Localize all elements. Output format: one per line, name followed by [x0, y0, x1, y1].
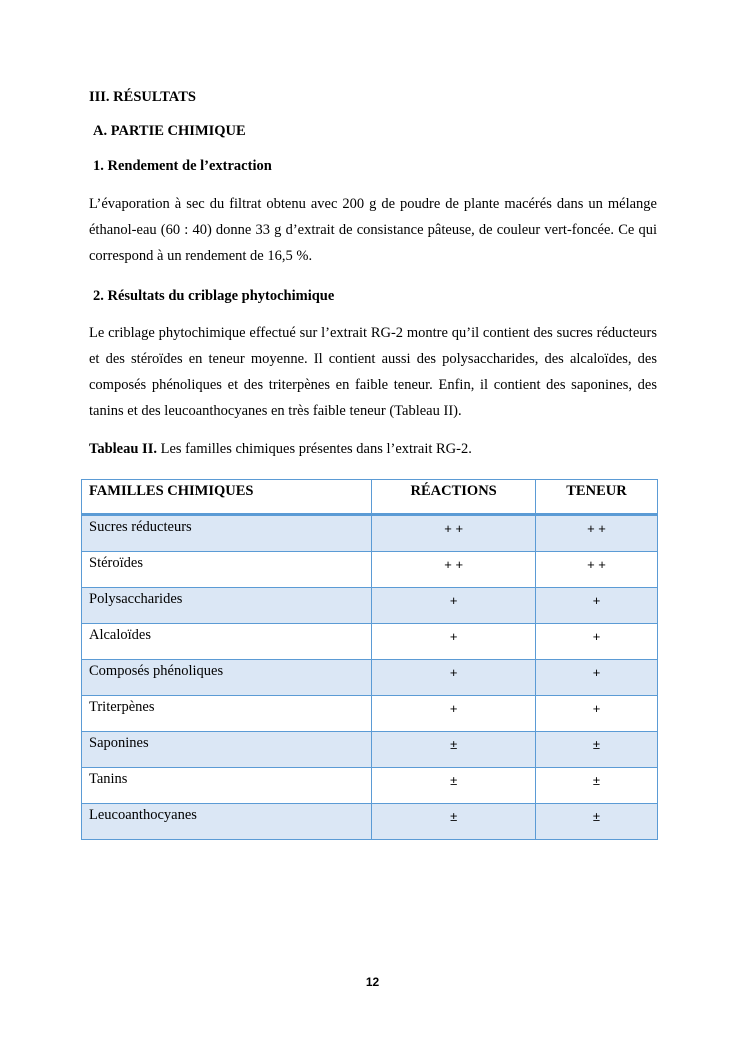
content-cell: + +	[535, 515, 657, 552]
reaction-cell: +	[372, 660, 536, 696]
header-families: FAMILLES CHIMIQUES	[82, 480, 372, 515]
table-row	[82, 624, 658, 660]
chemical-families-table	[81, 479, 658, 840]
content-cell: ±	[535, 732, 657, 768]
family-cell: Polysaccharides	[82, 588, 372, 624]
family-cell: Leucoanthocyanes	[82, 804, 372, 840]
reaction-cell: ±	[372, 732, 536, 768]
table-row	[82, 660, 658, 696]
family-cell: Composés phénoliques	[82, 660, 372, 696]
heading-phytochemical-screening: 2. Résultats du criblage phytochimique	[93, 288, 335, 304]
paragraph-extraction: L’évaporation à sec du filtrat obtenu avec 200 g de poudre de plante macérés dans un mélange éthanol-eau (60 : 40) donne 33 g d’extrait de consistance pâteuse, de couleur vert-foncée. Ce qui correspond à un rendement de 16,5 %.	[89, 196, 657, 264]
reaction-cell: +	[372, 588, 536, 624]
header-reactions: RÉACTIONS	[372, 480, 536, 515]
table-row	[82, 732, 658, 768]
reaction-cell: + +	[372, 552, 536, 588]
paragraph-screening: Le criblage phytochimique effectué sur l’extrait RG-2 montre qu’il contient des sucres réducteurs et des stéroïdes en teneur moyenne. Il contient aussi des polysaccharides, des alcaloïdes, des composés phénoliques et des triterpènes en faible teneur. Enfin, il contient des saponines, des tanins et des leucoanthocyanes en très faible teneur (Tableau II).	[89, 325, 657, 419]
table-header-row	[82, 480, 658, 515]
content-cell: +	[535, 696, 657, 732]
content-cell: +	[535, 624, 657, 660]
table-caption	[89, 441, 472, 458]
family-cell: Saponines	[82, 732, 372, 768]
family-cell: Alcaloïdes	[82, 624, 372, 660]
section-heading: III. RÉSULTATS	[89, 89, 196, 105]
reaction-cell: +	[372, 696, 536, 732]
caption-text: Les familles chimiques présentes dans l’extrait RG-2.	[156, 441, 472, 457]
page-number: 12	[365, 975, 380, 989]
table-row	[82, 588, 658, 624]
table-row	[82, 768, 658, 804]
subsection-heading: A. PARTIE CHIMIQUE	[93, 123, 246, 139]
content-cell: +	[535, 588, 657, 624]
reaction-cell: + +	[372, 515, 536, 552]
content-cell: +	[535, 660, 657, 696]
heading-extraction-yield: 1. Rendement de l’extraction	[93, 158, 272, 174]
content-cell: ±	[535, 804, 657, 840]
content-cell: + +	[535, 552, 657, 588]
family-cell: Tanins	[82, 768, 372, 804]
table-row	[82, 515, 658, 552]
family-cell: Stéroïdes	[82, 552, 372, 588]
family-cell: Sucres réducteurs	[82, 515, 372, 552]
table-row	[82, 804, 658, 840]
content-cell: ±	[535, 768, 657, 804]
family-cell: Triterpènes	[82, 696, 372, 732]
reaction-cell: +	[372, 624, 536, 660]
table-row	[82, 552, 658, 588]
reaction-cell: ±	[372, 804, 536, 840]
table-row	[82, 696, 658, 732]
caption-label: Tableau II.	[89, 441, 157, 457]
header-content: TENEUR	[535, 480, 657, 515]
reaction-cell: ±	[372, 768, 536, 804]
